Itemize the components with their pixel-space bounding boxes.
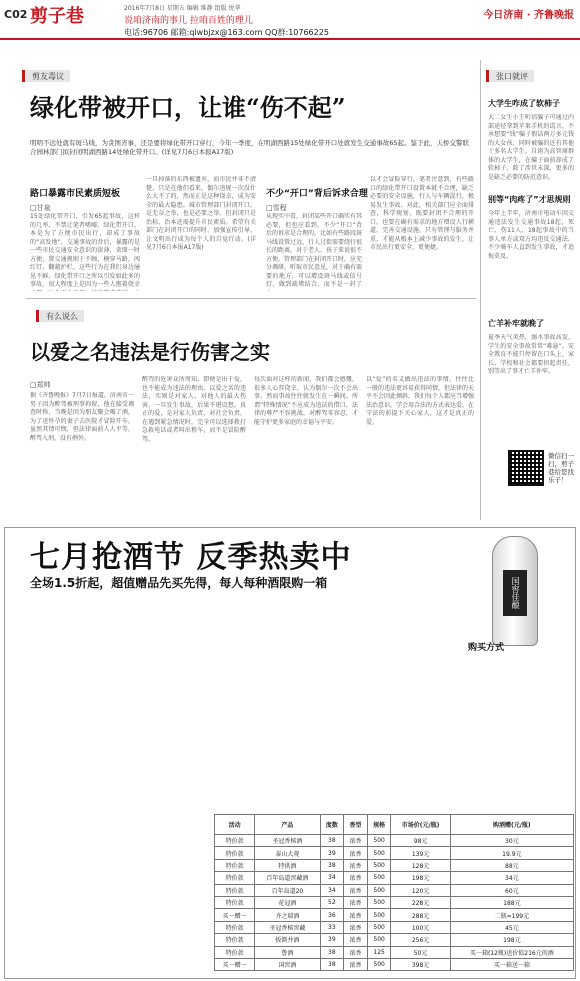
table-row (215, 946, 574, 958)
mid-subhead: 不少“开口”背后诉求合理 (266, 189, 368, 199)
table-cell: 浓香 (344, 921, 368, 933)
column-divider (480, 60, 481, 520)
table-cell: 特价款 (215, 847, 255, 859)
table-cell: 500 (367, 847, 391, 859)
table-header: 香型 (344, 815, 368, 835)
table-cell: 125 (367, 946, 391, 958)
table-cell: 浓香 (344, 946, 368, 958)
side-item-2-head: 别等“肉疼了”才思规则 (488, 195, 571, 204)
table-cell: 198元 (391, 872, 450, 884)
table-cell: 齐之瑞酒 (255, 909, 320, 921)
table-cell: 500 (367, 835, 391, 847)
table-cell: 128元 (391, 859, 450, 871)
table-cell: 特价款 (215, 921, 255, 933)
table-row (215, 909, 574, 921)
table-cell: 34 (320, 884, 344, 896)
table-cell: 500 (367, 884, 391, 896)
slogan: 说咱济南的事儿 拉咱百姓的理儿 (124, 16, 253, 26)
table-cell: 500 (367, 909, 391, 921)
mid-col-4: 以“爱”的名义做出违法的事情，往往比一般的违法更容易获得同情，但法律的天平不会因此倾斜。我们每个人都应当增强法治意识，学会用合法的方式表达爱，在守法的前提下关心家人，这才是真正的爱。 (366, 376, 474, 426)
table-header: 活动 (215, 815, 255, 835)
table-cell: 500 (367, 958, 391, 970)
price-table (214, 814, 574, 971)
table-cell: 鲁酒 (255, 946, 320, 958)
table-cell: 100元 (391, 921, 450, 933)
table-cell: 288元 (391, 909, 450, 921)
mid-headline: 以爱之名违法是行伤害之实 (30, 340, 270, 364)
table-cell: 500 (367, 896, 391, 908)
table-cell: 浓香 (344, 847, 368, 859)
table-cell: 特价款 (215, 872, 255, 884)
table-cell: 38 (320, 946, 344, 958)
table-cell: 浓香 (344, 872, 368, 884)
top-lead: 明明不远处就有斑马线，为贪图省事，还是要将绿化带开口穿行，今年一季度，在明湖西路15处绿化带开口处就发生交通事故65起。鉴于此，天桥交警联合园林部门拟封闭明湖西路14处绿化带开口。(详见7月6日本报A17版) (30, 139, 470, 156)
mid-col-2: 醉驾的危害众所周知，即便是出于爱，也不能成为违法的理由。以爱之名的违法，实则是对家人、对他人的最大伤害。一旦发生事故，后果不堪设想。真正的爱，是对家人负责，对社会负责，在遇到紧急情况时，完全可以选择拨打急救电话或者叫出租车，而不是冒险醉驾。 (142, 376, 246, 443)
table-cell: 圣冠香槟窖藏 (255, 921, 320, 933)
right-tab: 张口就评 (490, 70, 534, 82)
side-item-3-body: 夏季天气炎热，溺水事故高发，学生的安全事故常常“难悬”。安全教育不能只停留在口头上，家长、学校和社会都要担起责任，别等出了事才亡羊补牢。 (488, 334, 574, 375)
table-cell: 45元 (450, 921, 573, 933)
right-body: 以才会冒险穿行。笔者注意到，有些路口的绿化带开口设置本就不合理，缺乏必要的安全设施，行人与车辆混行，极易发生事故。对此，相关部门应全面排查，科学规划，既要封闭不合理的开口，也要在确有需求的地方增设人行横道，完善交通设施。只有管理与服务并重，才能从根本上减少事故的发生，让市民出行更安全、更便捷。 (370, 176, 474, 251)
table-cell: 38 (320, 859, 344, 871)
table-cell: 百年岛道20 (255, 884, 320, 896)
table-cell: 买一赠一 (215, 958, 255, 970)
table-header-row (215, 815, 574, 835)
table-cell: 34元 (450, 872, 573, 884)
table-cell: 泰山大观 (255, 847, 320, 859)
mid-body-2: 从现实中看，封闭某些开口确实有其必要，但也应看到，不少“开口”背后的诉求是合理的。比如有些路段斑马线设置过远，行人过街需要绕行很长的距离，对于老人、孩子来说很不方便。管理部门在封闭开口时，应充分调研，听取市民意见，对于确有需要的地方，可以增设斑马线或信号灯，做到疏堵结合，而不是一封了 (266, 213, 362, 288)
table-cell: 38 (320, 958, 344, 970)
table-cell: 扳倒井酒 (255, 934, 320, 946)
table-header: 度数 (320, 815, 344, 835)
table-cell: 二瓶=199元 (450, 909, 573, 921)
table-cell: 浓香 (344, 958, 368, 970)
mid-body: 一旦掉落的东西被遗弃，而市民并非不清楚，只是在他们看来，偶尔违规一次没什么大不了的，然而正是这种侥幸，成为安全的最大隐患。城市管理部门封闭开口，是无奈之举，也是必要之举。但封闭只是治标，治本还需提升市民素质。希望有关部门在封闭开口的同时，加强宣传引导，让文明出行成为每个人的自觉行动。(详见7月6日本报A17版) (146, 176, 256, 251)
mid-byline-author: □郑帅 (30, 381, 51, 389)
table-cell: 浓香 (344, 934, 368, 946)
mid-col-3: 每次面对这样的新闻，我们都会感慨，很多人心存侥幸，认为偶尔一次不会出事。然而事故往往就发生在一瞬间。所谓“特殊情况”不应成为违法的借口，法律的尊严不容挑战，对醉驾零容忍，才能守护更多家庭的幸福与平安。 (254, 376, 358, 426)
page-number: C02 (4, 8, 28, 21)
table-cell: 500 (367, 859, 391, 871)
left-body: 15处绿化带开口，引发65起事故，这样的几率，不禁让笔者唏嘘。绿化带开口，本是为了方便市民出行，却成了事故的“高发地”。交通事故的背后，暴露的是一些市民交通安全意识的淡薄，贪图一时方便，置交通规则于不顾，横穿马路，闯红灯，翻越护栏，这些行为在我们身边屡见不鲜。绿化带开口之所以引发如此多的事故，很大程度上是因为一些人抱着侥幸 (30, 213, 140, 288)
table-row (215, 835, 574, 847)
left-subhead: 路口暴露市民素质短板 (30, 189, 121, 199)
table-body (215, 835, 574, 971)
table-cell: 39 (320, 934, 344, 946)
table-row (215, 896, 574, 908)
table-cell: 500 (367, 872, 391, 884)
contact-line: 电话:96706 邮箱:qlwbjzx@163.com QQ群:10766225 (124, 28, 329, 37)
table-row (215, 884, 574, 896)
section-tab: 剪友毒议 (26, 70, 70, 82)
table-cell: 特价款 (215, 859, 255, 871)
table-cell: 38 (320, 835, 344, 847)
table-cell: 60元 (450, 884, 573, 896)
table-cell: 228元 (391, 896, 450, 908)
side-item-3-head: 亡羊补牢就晚了 (488, 319, 544, 328)
table-row (215, 934, 574, 946)
left-byline: □甘泉 (30, 204, 51, 212)
table-header: 市场价(元/瓶) (391, 815, 450, 835)
table-cell: 买一箱送一箱 (450, 958, 573, 970)
table-row (215, 921, 574, 933)
table-cell: 圣冠香槟酒 (255, 835, 320, 847)
table-cell: 国窖酒 (255, 958, 320, 970)
ad-title: 七月抢酒节 反季热卖中 (30, 540, 352, 575)
table-row (215, 958, 574, 970)
table-cell: 特价款 (215, 934, 255, 946)
qr-caption: 微信扫一扫，剪子巷给您找乐子！ (548, 452, 574, 484)
bottle-label: 国窖佳酿 (503, 570, 527, 616)
table-cell: 浓香 (344, 884, 368, 896)
side-item-1-body: 大二女生小王听信骗子可通过内部途径拿到苹果手机的谎言，不承想要“钱”骗子假话两万多元钱的大女孩，同时被骗的还有其他十多名大学生。自诩为高智商群体的大学生，在骗子面前却成了软柿子。除了涉世未深，更多的是缺乏必要的防范意识。 (488, 114, 574, 181)
table-header: 产品 (255, 815, 320, 835)
table-cell: 特价款 (215, 884, 255, 896)
table-cell: 买一赠一 (215, 909, 255, 921)
section-divider (26, 298, 476, 299)
qr-code-icon[interactable] (508, 450, 544, 486)
table-cell: 500 (367, 934, 391, 946)
table-cell: 98元 (391, 835, 450, 847)
table-cell: 百年岛道窖藏酒 (255, 872, 320, 884)
table-cell: 特价款 (215, 835, 255, 847)
top-headline: 绿化带被开口，让谁“伤不起” (30, 93, 346, 122)
table-row (215, 847, 574, 859)
table-cell: 256元 (391, 934, 450, 946)
table-cell: 浓香 (344, 909, 368, 921)
table-cell: 500 (367, 921, 391, 933)
table-cell: 浓香 (344, 896, 368, 908)
table-cell: 39 (320, 847, 344, 859)
table-header: 购酒赠(元/瓶) (450, 815, 573, 835)
side-item-1-head: 大学生咋成了软柿子 (488, 99, 560, 108)
table-cell: 88元 (450, 859, 573, 871)
side-item-2-body: 今年上半年，济南市电动车因交通违法发生交通事故18起，死亡、伤11人，18起事故中的当事人单方或双方均违反交通法。不少骑车人直到发生事故，才追悔莫及。 (488, 210, 574, 260)
date-line: 2016年7月8日 星期五 编辑 维静 组版 悦华 (124, 5, 241, 12)
table-cell: 198元 (450, 934, 573, 946)
section-tab-2: 有么说么 (40, 310, 84, 322)
mid-col-1: 据《齐鲁晚报》7月7日报道，济南市一男子因为醉驾被刑事拘留，他在接受调查时称，当晚是因为朋友聚会喝了酒，为了送怀孕的妻子去医院才冒险开车。虽然其情可悯，但法律面前人人平等，醉驾入刑，没有例外。 (30, 392, 134, 442)
table-cell: 34 (320, 872, 344, 884)
table-cell: 花冠酒 (255, 896, 320, 908)
table-cell: 买一箱(12瓶)送价值216元的酒 (450, 946, 573, 958)
table-cell: 33 (320, 921, 344, 933)
table-row (215, 872, 574, 884)
table-cell: 19.9元 (450, 847, 573, 859)
table-header: 规格 (367, 815, 391, 835)
table-cell: 特价款 (215, 946, 255, 958)
table-cell: 特价款 (215, 896, 255, 908)
table-cell: 52 (320, 896, 344, 908)
table-cell: 浓香 (344, 835, 368, 847)
table-cell: 50元 (391, 946, 450, 958)
page-header (0, 0, 580, 40)
table-cell: 36 (320, 909, 344, 921)
table-cell: 139元 (391, 847, 450, 859)
buy-method-title: 购买方式 (468, 643, 505, 653)
table-cell: 398元 (391, 958, 450, 970)
table-cell: 188元 (450, 896, 573, 908)
ad-subtitle: 全场1.5折起，超值赠品先买先得，每人每种酒限购一箱 (30, 576, 328, 590)
table-cell: 特供酒 (255, 859, 320, 871)
table-cell: 30元 (450, 835, 573, 847)
column-name: 剪子巷 (30, 6, 84, 27)
mid-byline: □雪程 (266, 204, 287, 212)
table-cell: 120元 (391, 884, 450, 896)
table-cell: 浓香 (344, 859, 368, 871)
table-row (215, 859, 574, 871)
brand-logo: 今日济南 · 齐鲁晚报 (483, 10, 574, 21)
